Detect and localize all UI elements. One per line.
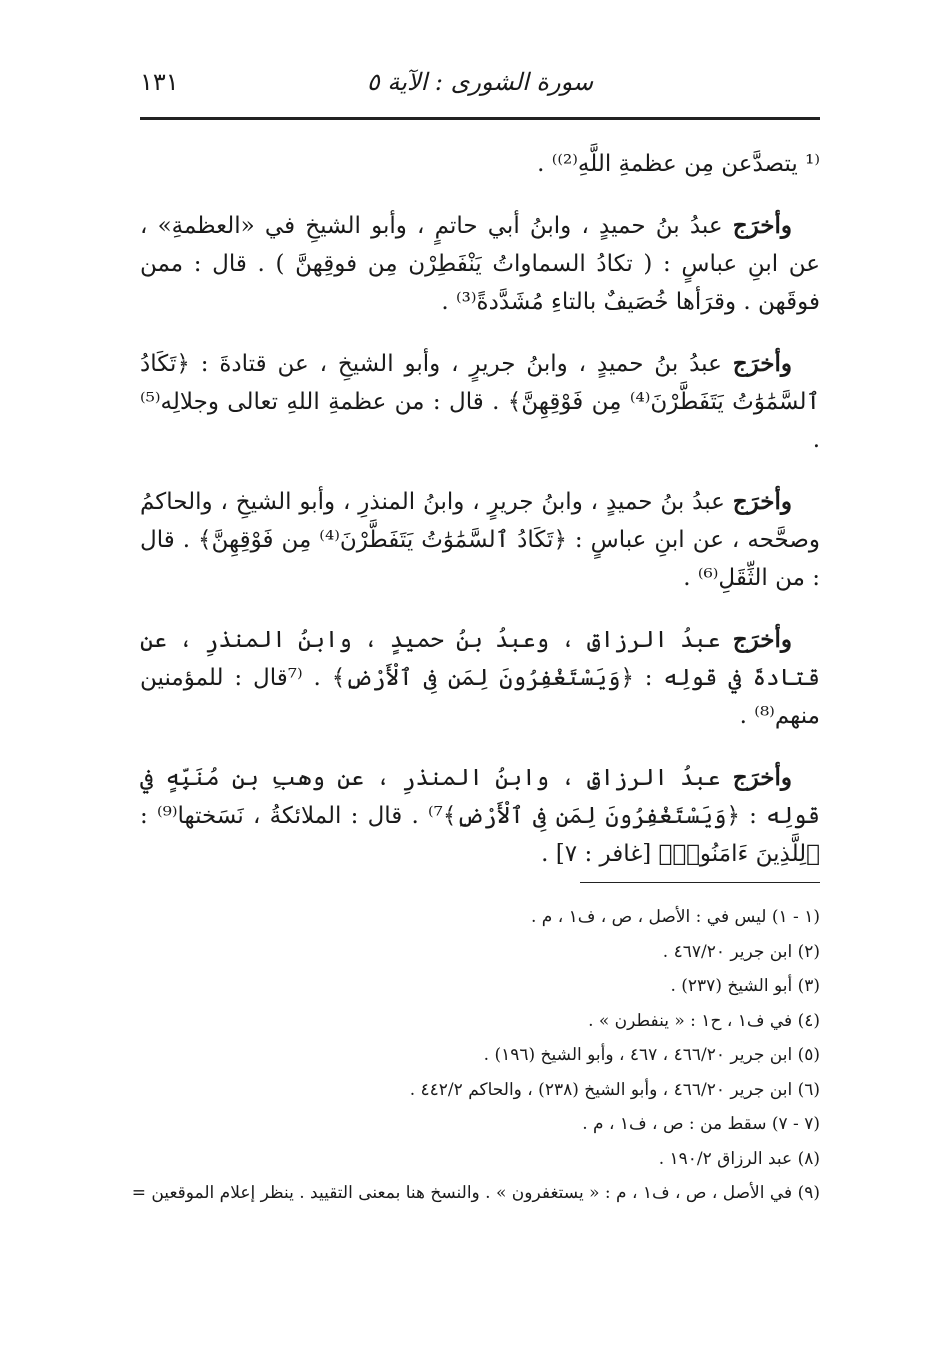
paragraph-2 — [140, 207, 820, 321]
paragraph-lead: وأخرَج — [732, 626, 792, 653]
footnote-3: (٣) أبو الشيخ (٢٣٧) . — [670, 976, 820, 996]
footnote-9: (٩) في الأصل ، ص ، ف١ ، م : « يستغفرون » . والنسخ هنا بمعنى التقييد . ينظر إعلام الموقعين = — [131, 1183, 820, 1203]
paragraph-lead: وأخرَج — [732, 764, 792, 791]
footnote-rule — [580, 882, 820, 883]
running-title: سورة الشورى : الآية ٥ — [366, 68, 594, 96]
footnote-5: (٥) ابن جرير ٤٦٦/٢٠ ، ٤٦٧ ، وأبو الشيخ (١٩٦) . — [483, 1045, 820, 1065]
header-rule — [140, 117, 820, 120]
page-header — [140, 62, 820, 110]
footnote-8: (٨) عبد الرزاق ١٩٠/٢ . — [658, 1148, 820, 1169]
footnote-4: (٤) في ف١ ، ح١ : « ينفطرن » . — [588, 1010, 820, 1031]
paragraph-text: عبدُ الرزاقِ ، وابنُ المنذرِ ، عن وهبِ بنِ مُنَبِّهٍ في قولِه : ﴿وَيَسْتَغْفِرُونَ لِمَن فِى ٱلْأَرْضِ﴾⁷⁾ . قال : الملائكةُ ، نَسَختها⁽⁹⁾ : ﴿لِلَّذِينَ ءَامَنُوا۟﴾ [غافر : ٧] . — [140, 765, 820, 867]
paragraph-lead: وأخرَج — [732, 488, 792, 515]
paragraph-1 — [140, 145, 820, 183]
paragraph-text: ⁽¹ يتصدَّعن مِن عظمةِ اللَّهِ⁽²⁾⁾ . — [537, 151, 820, 177]
page-number: ١٣١ — [140, 68, 179, 96]
footnote-2: (٢) ابن جرير ٤٦٧/٢٠ . — [662, 941, 820, 962]
footnote-7: (٧ - ٧) سقط من : ص ، ف١ ، م . — [582, 1114, 820, 1134]
paragraph-3 — [140, 345, 820, 459]
footnote-6: (٦) ابن جرير ٤٦٦/٢٠ ، وأبو الشيخ (٢٣٨) ، والحاكم ٤٤٢/٢ . — [409, 1079, 820, 1100]
paragraph-text: عبدُ بنُ حميدٍ ، وابنُ جريرٍ ، وابنُ المنذرِ ، وأبو الشيخِ ، والحاكمُ وصحَّحه ، عن ابنِ عباسٍ : ﴿تَكَادُ ٱلسَّمَٰوَٰتُ يَتَفَطَّرْنَ⁽⁴⁾ مِن فَوْقِهِنَّ﴾ . قال : من الثِّقَلِ⁽⁶⁾ . — [140, 489, 821, 591]
footnotes — [131, 900, 820, 1211]
paragraph-4 — [140, 483, 820, 597]
paragraph-5 — [140, 621, 820, 735]
paragraph-text: عبدُ بنُ حميدٍ ، وابنُ أبي حاتمٍ ، وأبو الشيخِ في «العظمةِ» ، عن ابنِ عباسٍ : ( تكادُ السماواتُ يَنْفَطِرْن مِن فوقِهنَّ ) . قال : ممن فوقَهن . وقرَأها خُصَيفٌ بالتاءِ مُشَدَّدةً⁽³⁾ . — [140, 213, 820, 315]
paragraph-lead: وأخرَج — [732, 212, 792, 239]
paragraph-lead: وأخرَج — [732, 350, 792, 377]
paragraph-text: عبدُ بنُ حميدٍ ، وابنُ جريرٍ ، وأبو الشيخِ ، عن قتادةَ : ﴿تَكَادُ ٱلسَّمَٰوَٰتُ يَتَفَطَّرْنَ⁽⁴⁾ مِن فَوْقِهِنَّ﴾ . قال : من عظمةِ اللهِ تعالى وجلالِه⁽⁵⁾ . — [140, 351, 821, 453]
paragraph-6 — [140, 759, 820, 873]
footnote-1: (١ - ١) ليس في : الأصل ، ص ، ف١ ، م . — [530, 907, 820, 927]
main-text — [140, 145, 820, 897]
paragraph-text: عبدُ الرزاقِ ، وعبدُ بنُ حميدٍ ، وابنُ المنذرِ ، عن قتادةَ في قولِه : ﴿وَيَسْتَغْفِرُونَ لِمَن فِى ٱلْأَرْضِ﴾ . ⁽⁷قال : للمؤمنين منهم⁽⁸⁾ . — [140, 627, 820, 729]
